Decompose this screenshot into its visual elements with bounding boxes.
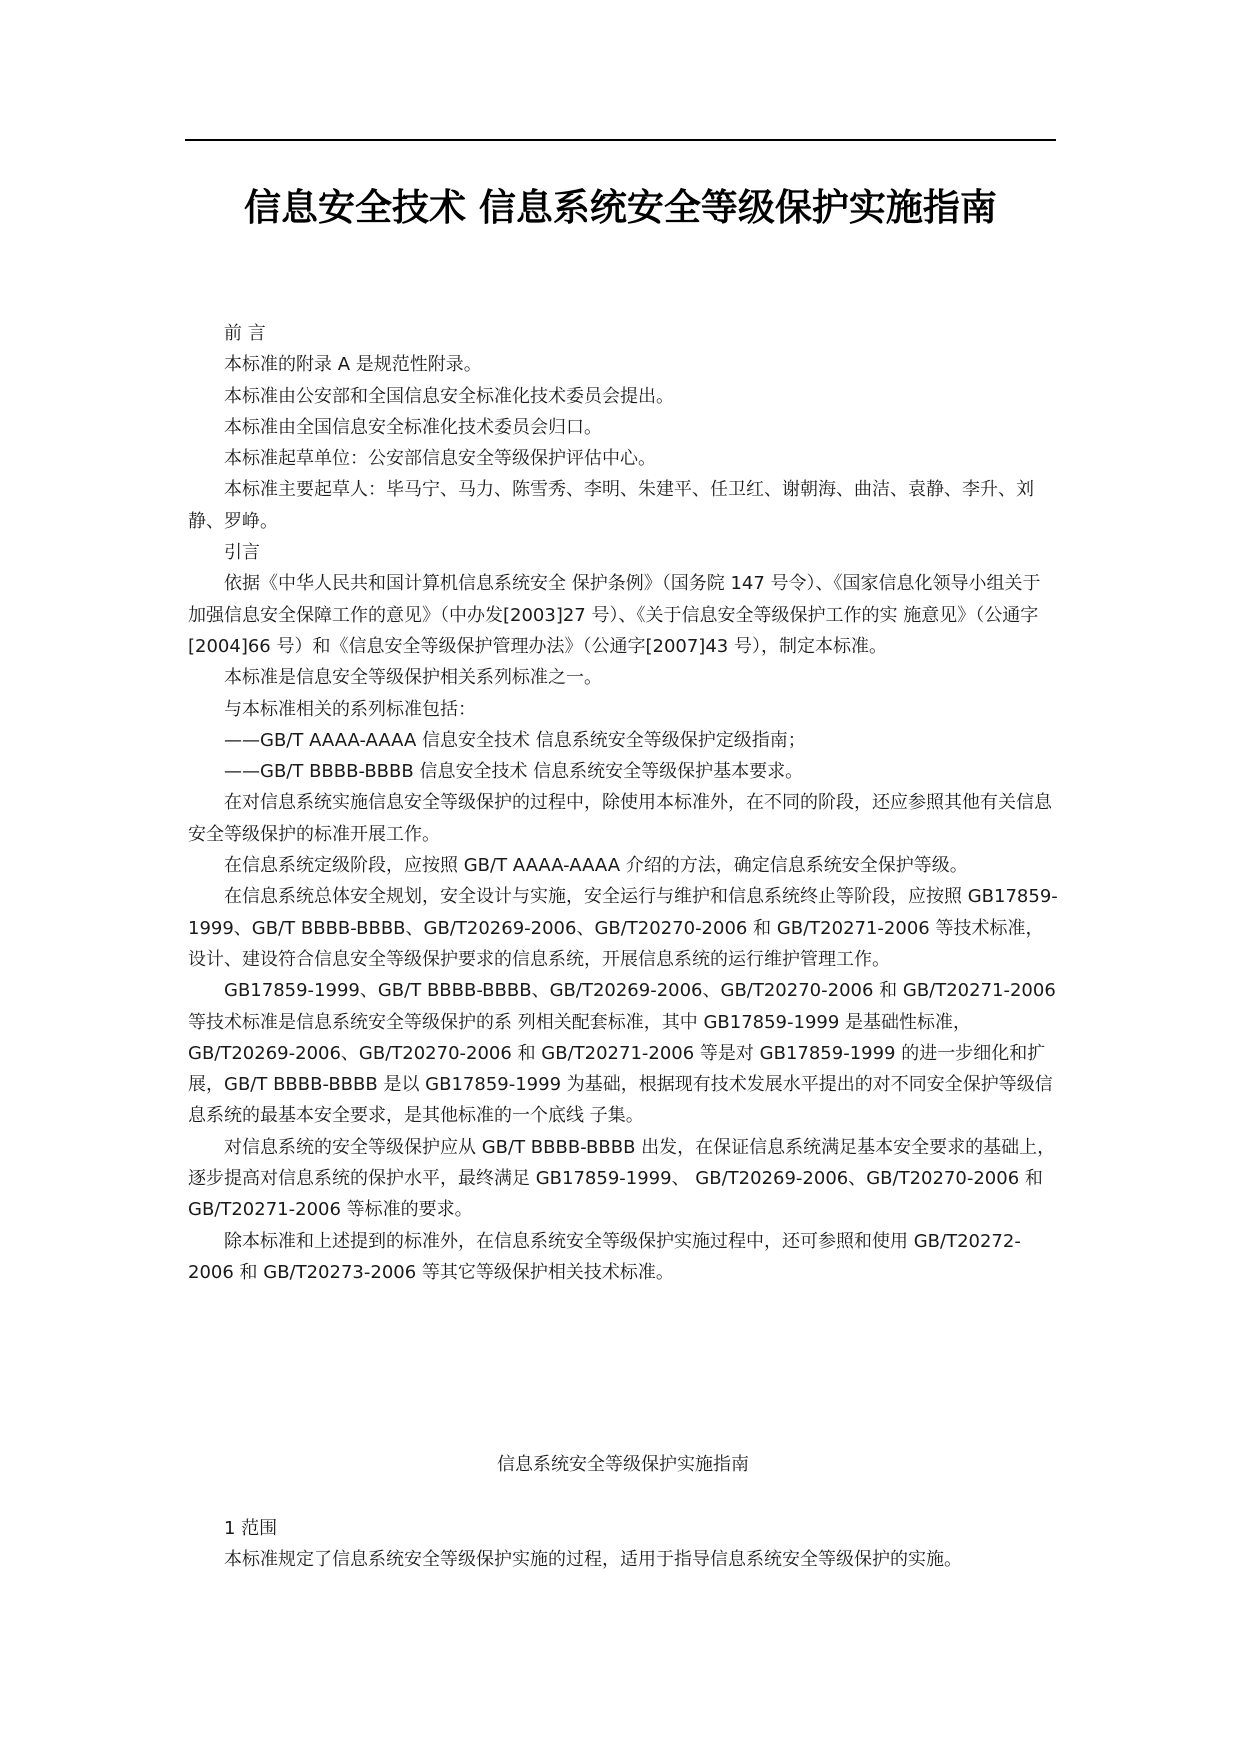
section-scope bbox=[188, 1513, 1058, 1576]
paragraph: 本标准主要起草人：毕马宁、马力、陈雪秀、李明、朱建平、任卫红、谢朝海、曲洁、袁静、李升、刘静、罗峥。 bbox=[188, 479, 1034, 532]
paragraph: 与本标准相关的系列标准包括： bbox=[224, 698, 476, 720]
paragraph-foreword-heading: 前 言 bbox=[224, 323, 266, 344]
paragraph: 对信息系统的安全等级保护应从 GB/T BBBB-BBBB 出发，在保证信息系统满足基本安全要求的基础上，逐步提高对信息系统的保护水平，最终满足 GB17859-1999、 GB/T20269-2006、GB/T20270-2006 和 GB/T20271-2006 等标准的要求。 bbox=[188, 1136, 1056, 1221]
paragraph: 本标准由全国信息安全标准化技术委员会归口。 bbox=[224, 416, 602, 438]
section-heading: 1 范围 bbox=[224, 1518, 278, 1539]
paragraph: 在信息系统总体安全规划，安全设计与实施，安全运行与维护和信息系统终止等阶段，应按照 GB17859-1999、GB/T BBBB-BBBB、GB/T20269-2006、GB/T20270-2006 和 GB/T20271-2006 等技术标准，设计、建设符合信息安全等级保护要求的信息系统，开展信息系统的运行维护管理工作。 bbox=[188, 886, 1058, 970]
paragraph: 依据《中华人民共和国计算机信息系统安全 保护条例》（国务院 147 号令）、《国家信息化领导小组关于加强信息安全保障工作的意见》（中办发[2003]27 号）、《关于信息安全等级保护工作的实 施意见》（公通字[2004]66 号）和《信息安全等级保护管理办法》（公通字[2007]43 号），制定本标准。 bbox=[188, 573, 1041, 657]
paragraph: GB17859-1999、GB/T BBBB-BBBB、GB/T20269-2006、GB/T20270-2006 和 GB/T20271-2006 等技术标准是信息系统安全等级保护的系 列相关配套标准，其中 GB17859-1999 是基础性标准，GB/T20269-2006、GB/T20270-2006 和 GB/T20271-2006 等是对 GB17859-1999 的进一步细化和扩展，GB/T BBBB-BBBB 是以 GB17859-1999 为基础，根据现有技术发展水平提出的对不同安全保护等级信息系统的最基本安全要求，是其他标准的一个底线 子集。 bbox=[188, 980, 1056, 1127]
header-rule bbox=[185, 139, 1056, 141]
paragraph-intro-heading: 引言 bbox=[224, 542, 260, 564]
paragraph: 本标准是信息安全等级保护相关系列标准之一。 bbox=[224, 667, 602, 689]
paragraph: 在信息系统定级阶段，应按照 GB/T AAAA-AAAA 介绍的方法，确定信息系统安全保护等级。 bbox=[224, 855, 968, 877]
paragraph: 本标准的附录 A 是规范性附录。 bbox=[224, 354, 482, 376]
paragraph: 在对信息系统实施信息安全等级保护的过程中，除使用本标准外，在不同的阶段，还应参照其他有关信息安全等级保护的标准开展工作。 bbox=[188, 792, 1052, 845]
list-item: ——GB/T AAAA-AAAA 信息安全技术 信息系统安全等级保护定级指南； bbox=[224, 729, 806, 751]
document-title: 信息安全技术 信息系统安全等级保护实施指南 bbox=[244, 185, 997, 229]
section-text: 本标准规定了信息系统安全等级保护实施的过程，适用于指导信息系统安全等级保护的实施。 bbox=[224, 1549, 962, 1571]
paragraph: 本标准由公安部和全国信息安全标准化技术委员会提出。 bbox=[224, 385, 674, 407]
document-subtitle: 信息系统安全等级保护实施指南 bbox=[497, 1454, 749, 1475]
paragraph: 本标准起草单位：公安部信息安全等级保护评估中心。 bbox=[224, 448, 656, 470]
list-item: ——GB/T BBBB-BBBB 信息安全技术 信息系统安全等级保护基本要求。 bbox=[224, 761, 804, 783]
document-body bbox=[188, 318, 1058, 1288]
paragraph: 除本标准和上述提到的标准外，在信息系统安全等级保护实施过程中，还可参照和使用 GB/T20272-2006 和 GB/T20273-2006 等其它等级保护相关技术标准。 bbox=[188, 1230, 1021, 1283]
